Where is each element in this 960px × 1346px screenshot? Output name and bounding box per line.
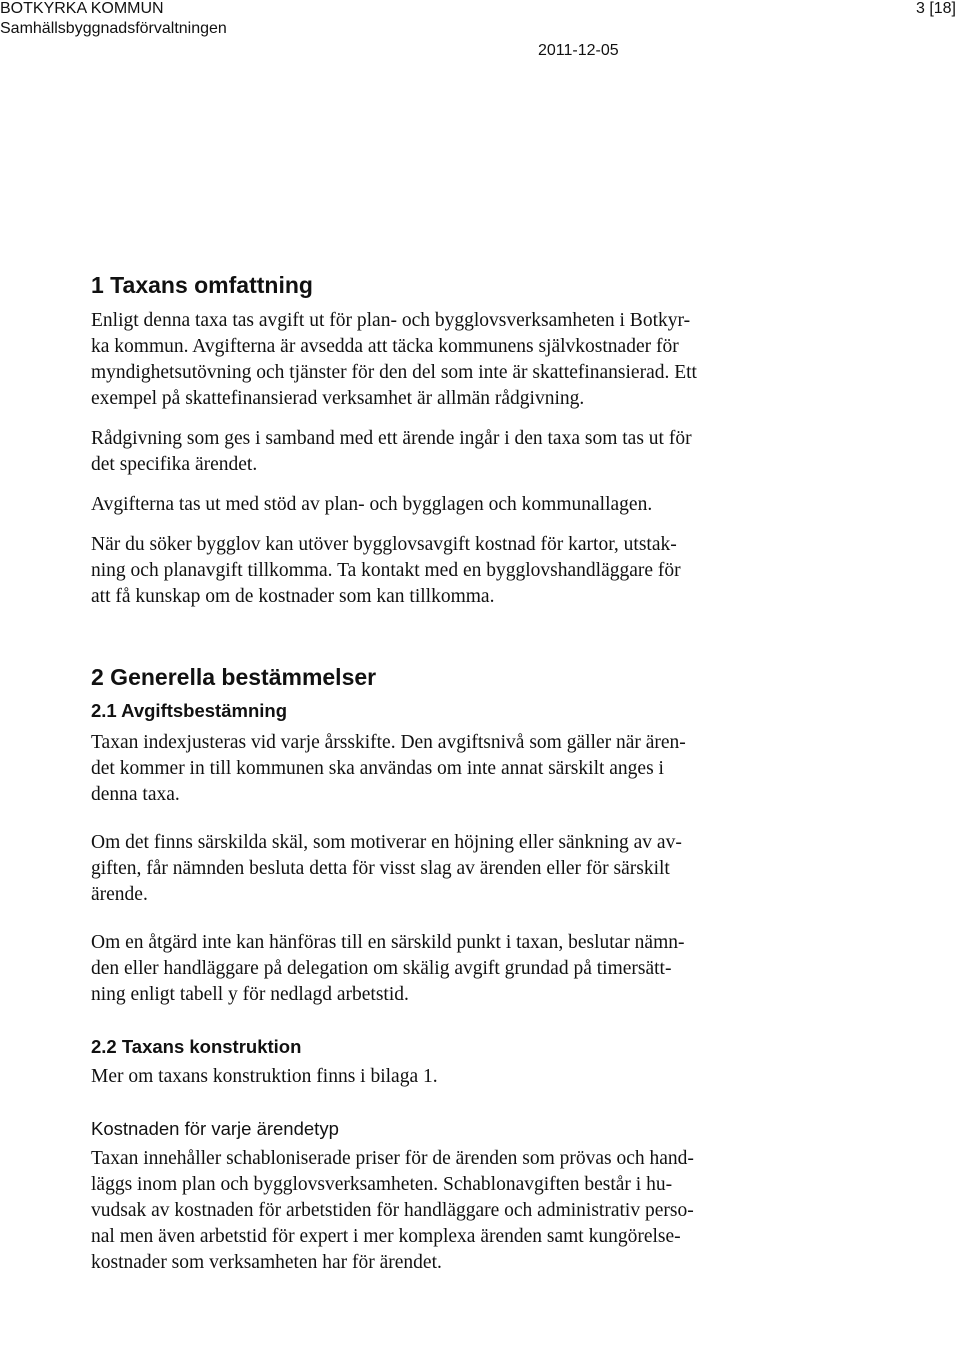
header-organization: BOTKYRKA KOMMUN <box>0 0 164 17</box>
section-heading-taxans-omfattning: 1 Taxans omfattning <box>91 272 313 298</box>
text-line: När du söker bygglov kan utöver bygglovsavgift kostnad för kartor, utstak- <box>91 534 677 555</box>
paragraph-intro <box>91 308 936 412</box>
text-line: Taxan innehåller schabloniserade priser för de ärenden som prövas och hand- <box>91 1148 694 1169</box>
text-line: det specifika ärendet. <box>91 454 258 475</box>
text-line: ning och planavgift tillkomma. Ta kontakt med en bygglovshandläggare för <box>91 560 681 581</box>
subsection-heading-avgiftsbestamning: 2.1 Avgiftsbestämning <box>91 700 288 721</box>
paragraph-indexjustering <box>91 730 936 808</box>
text-line: nal men även arbetstid för expert i mer komplexa ärenden samt kungörelse- <box>91 1226 681 1247</box>
text-line: Avgifterna tas ut med stöd av plan- och bygglagen och kommunallagen. <box>91 494 653 515</box>
subsection-heading-kostnaden: Kostnaden för varje ärendetyp <box>91 1118 339 1139</box>
paragraph-sarskilda-skal <box>91 830 936 908</box>
subsection-heading-taxans-konstruktion: 2.2 Taxans konstruktion <box>91 1036 302 1057</box>
text-line: Rådgivning som ges i samband med ett ärende ingår i den taxa som tas ut för <box>91 428 692 449</box>
text-line: denna taxa. <box>91 784 180 805</box>
paragraph-radgivning <box>91 426 936 478</box>
text-line: den eller handläggare på delegation om skälig avgift grundad på timersätt- <box>91 958 672 979</box>
text-line: ärende. <box>91 884 148 905</box>
text-line: ning enligt tabell y för nedlagd arbetstid. <box>91 984 409 1005</box>
text-line: giften, får nämnden besluta detta för visst slag av ärenden eller för särskilt <box>91 858 670 879</box>
text-line: myndighetsutövning och tjänster för den del som inte är skattefinansierad. Ett <box>91 362 697 383</box>
text-line: exempel på skattefinansierad verksamhet är allmän rådgivning. <box>91 388 585 409</box>
document-date: 2011-12-05 <box>538 42 619 59</box>
text-line: läggs inom plan och bygglovsverksamheten. Schablonavgiften består i hu- <box>91 1174 673 1195</box>
text-line: Om en åtgärd inte kan hänföras till en särskild punkt i taxan, beslutar nämn- <box>91 932 685 953</box>
text-line: att få kunskap om de kostnader som kan tillkomma. <box>91 586 495 607</box>
paragraph-bilaga <box>91 1064 936 1090</box>
text-line: Mer om taxans konstruktion finns i bilaga 1. <box>91 1066 438 1087</box>
paragraph-bygglov <box>91 532 936 610</box>
document-body <box>91 270 936 1276</box>
paragraph-timersattning <box>91 930 936 1008</box>
page-number: 3 [18] <box>915 0 956 17</box>
paragraph-lagstod <box>91 492 936 518</box>
text-line: Taxan indexjusteras vid varje årsskifte. Den avgiftsnivå som gäller när ären- <box>91 732 686 753</box>
text-line: Om det finns särskilda skäl, som motiverar en höjning eller sänkning av av- <box>91 832 682 853</box>
paragraph-schablon <box>91 1146 936 1276</box>
text-line: Enligt denna taxa tas avgift ut för plan- och bygglovsverksamheten i Botkyr- <box>91 310 691 331</box>
text-line: ka kommun. Avgifterna är avsedda att täcka kommunens självkostnader för <box>91 336 679 357</box>
header-department: Samhällsbyggnadsförvaltningen <box>0 20 227 37</box>
section-heading-generella-bestammelser: 2 Generella bestämmelser <box>91 664 377 690</box>
text-line: kostnader som verksamheten har för ärendet. <box>91 1252 442 1273</box>
text-line: vudsak av kostnaden för arbetstiden för handläggare och administrativ perso- <box>91 1200 694 1221</box>
text-line: det kommer in till kommunen ska användas om inte annat särskilt anges i <box>91 758 664 779</box>
